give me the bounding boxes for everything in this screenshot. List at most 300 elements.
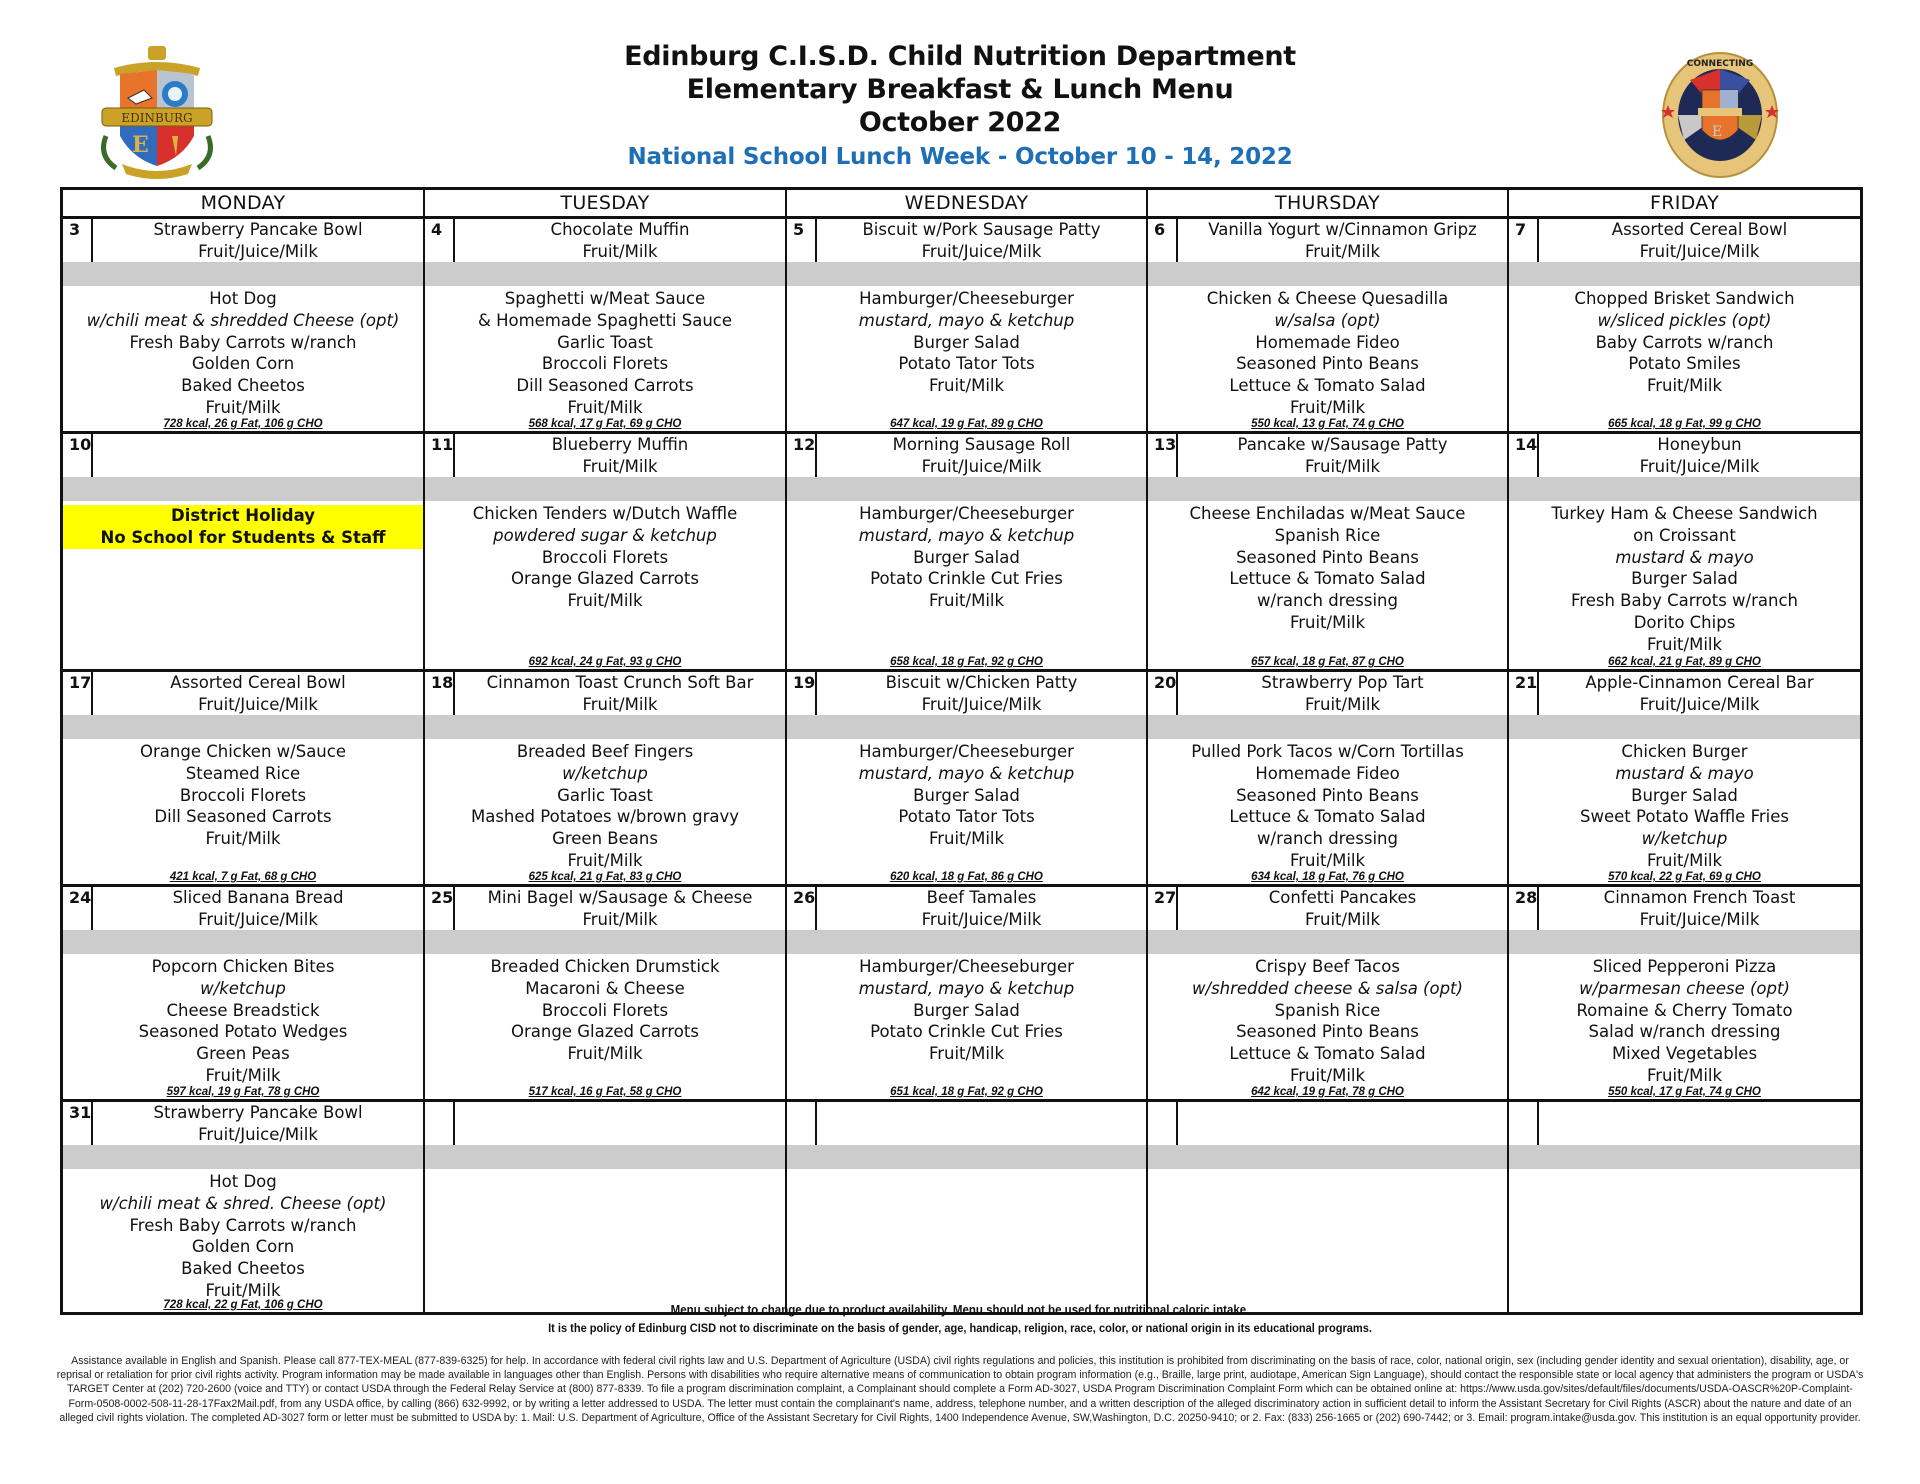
breakfast-section — [63, 887, 423, 930]
lunch-item: Burger Salad — [913, 1000, 1020, 1020]
day-cell — [1148, 1102, 1509, 1312]
lunch-entree: Turkey Ham & Cheese Sandwich — [1551, 504, 1818, 523]
day-cell — [63, 1102, 425, 1312]
date-number: 28 — [1509, 887, 1539, 930]
lunch-item: & Homemade Spaghetti Sauce — [477, 310, 733, 330]
lunch-item: Fruit/Milk — [1646, 850, 1723, 870]
lunch-item: w/ranch dressing — [1257, 591, 1398, 611]
lunch-item: w/ranch dressing — [1257, 829, 1398, 849]
lunch-item: Seasoned Pinto Beans — [1236, 547, 1419, 567]
lunch-item: Broccoli Florets — [541, 547, 669, 567]
week-row — [63, 219, 1860, 434]
breakfast-sides: Fruit/Juice/Milk — [1639, 694, 1760, 714]
day-cell — [425, 672, 787, 884]
date-number: 5 — [787, 219, 817, 262]
breakfast-section — [1148, 219, 1507, 262]
breakfast-items — [1178, 1102, 1507, 1145]
breakfast-items — [1539, 672, 1860, 715]
breakfast-section — [787, 672, 1146, 715]
lunch-item: Potato Tator Tots — [898, 807, 1035, 827]
weekday-wednesday: WEDNESDAY — [787, 190, 1148, 216]
meal-divider-band — [1509, 930, 1860, 954]
nutrition-info: 597 kcal, 19 g Fat, 78 g CHO — [166, 1086, 320, 1098]
breakfast-sides: Fruit/Juice/Milk — [198, 241, 318, 261]
breakfast-entree: Vanilla Yogurt w/Cinnamon Gripz — [1208, 220, 1477, 239]
lunch-condiments: mustard & mayo — [1615, 763, 1754, 783]
nutrition-info: 625 kcal, 21 g Fat, 83 g CHO — [528, 871, 682, 883]
date-number: 6 — [1148, 219, 1178, 262]
lunch-entree: Hot Dog — [209, 289, 277, 308]
lunch-entree: Pulled Pork Tacos w/Corn Tortillas — [1191, 742, 1464, 761]
lunch-entree: Hamburger/Cheeseburger — [859, 742, 1074, 761]
breakfast-sides: Fruit/Milk — [1304, 456, 1381, 476]
breakfast-entree: Blueberry Muffin — [551, 435, 689, 454]
lunch-item: Potato Crinkle Cut Fries — [870, 1022, 1063, 1042]
meal-divider-band — [1509, 1145, 1860, 1169]
lunch-item: Fruit/Milk — [205, 829, 281, 849]
nutrition-info: 692 kcal, 24 g Fat, 93 g CHO — [528, 656, 682, 668]
lunch-item: Cheese Breadstick — [166, 1000, 320, 1020]
lunch-section — [1509, 501, 1860, 669]
breakfast-items — [817, 887, 1146, 930]
breakfast-sides: Fruit/Juice/Milk — [198, 909, 318, 929]
breakfast-entree: Biscuit w/Chicken Patty — [885, 673, 1078, 692]
lunch-item: Dorito Chips — [1633, 612, 1736, 632]
menu-title: Elementary Breakfast & Lunch Menu — [686, 74, 1234, 105]
meal-divider-band — [425, 477, 785, 501]
breakfast-section — [425, 1102, 785, 1145]
date-number: 25 — [425, 887, 455, 930]
lunch-item: Fruit/Milk — [205, 1280, 281, 1300]
lunch-item: Fruit/Milk — [567, 591, 643, 611]
lunch-item: Fruit/Milk — [1646, 376, 1723, 396]
lunch-item: Burger Salad — [913, 785, 1020, 805]
lunch-item: Fruit/Milk — [567, 397, 643, 417]
lunch-item: Fruit/Milk — [567, 850, 643, 870]
week-row — [63, 1102, 1860, 1312]
breakfast-entree: Cinnamon French Toast — [1603, 888, 1796, 907]
day-cell — [63, 434, 425, 669]
date-number: 7 — [1509, 219, 1539, 262]
lunch-item: Broccoli Florets — [541, 354, 669, 374]
lunch-item: Fresh Baby Carrots w/ranch — [129, 1215, 357, 1235]
breakfast-items — [455, 672, 785, 715]
breakfast-items — [455, 887, 785, 930]
lunch-condiments: w/sliced pickles (opt) — [1597, 310, 1772, 330]
usda-legal-statement: Assistance available in English and Spanish. Please call 877-TEX-MEAL (877-839-6325) for help. In accordance with federal civil rights law and U.S. Department of Agriculture (USDA) civil rights regulations and policies, this institution is prohibited from discriminating on the basis of race, color, national origin, sex (including gender identity and sexual orientation), disability, age, or reprisal or retaliation for prior civil rights activity. Program information may be made available in languages other than English. Persons with disabilities who require alternative means of communication to obtain program information (e.g., Braille, large print, audiotape, American Sign Language), should contact the responsible state or local agency that administers the program or USDA's TARGET Center at (202) 720-2600 (voice and TTY) or contact USDA through the Federal Relay Service at (800) 877-8339. To file a program discrimination complaint, a Complainant should complete a Form AD-3027, USDA Program Discrimination Complaint Form which can be obtained online at: https://www.usda.gov/sites/default/files/documents/USDA-OASCR%20P-Complaint-Form-0508-0002-508-11-28-17Fax2Mail.pdf, from any USDA office, by calling (866) 632-9992, or by writing a letter addressed to USDA. The letter must contain the complainant's name, address, telephone number, and a written description of the alleged discriminatory action in sufficient detail to inform the Assistant Secretary for Civil Rights (ASCR) about the nature and date of an alleged civil rights violation. The completed AD-3027 form or letter must be submitted to USDA by: 1. Mail: U.S. Department of Agriculture, Office of the Assistant Secretary for Civil Rights, 1400 Independence Avenue, SW,Washington, D.C. 20250-9410; or 2. Fax: (833) 256-1665 or (202) 690-7442; or 3. Email: program.intake@usda.gov. This institution is an equal opportunity provider. — [56, 1355, 1864, 1424]
lunch-section — [1509, 954, 1860, 1099]
day-cell — [425, 887, 787, 1099]
breakfast-items — [1178, 219, 1507, 262]
nutrition-info: 658 kcal, 18 g Fat, 92 g CHO — [890, 656, 1043, 668]
date-number: 12 — [787, 434, 817, 477]
date-number: 3 — [63, 219, 93, 262]
nutrition-info: 620 kcal, 18 g Fat, 86 g CHO — [890, 871, 1043, 883]
lunch-item: Romaine & Cherry Tomato — [1576, 1000, 1793, 1020]
breakfast-entree: Beef Tamales — [926, 888, 1037, 907]
meal-divider-band — [787, 477, 1146, 501]
lunch-section — [787, 1169, 1146, 1312]
breakfast-sides: Fruit/Milk — [582, 909, 658, 929]
meal-divider-band — [1509, 262, 1860, 286]
lunch-section — [63, 1169, 423, 1312]
lunch-section — [425, 954, 785, 1099]
meal-divider-band — [63, 477, 423, 501]
nutrition-info: 642 kcal, 19 g Fat, 78 g CHO — [1251, 1086, 1404, 1098]
breakfast-section — [1148, 887, 1507, 930]
lunch-item: Burger Salad — [1631, 785, 1738, 805]
day-cell — [787, 219, 1148, 431]
breakfast-items — [817, 434, 1146, 477]
lunch-condiments: w/parmesan cheese (opt) — [1579, 978, 1790, 998]
day-cell — [1148, 434, 1509, 669]
lunch-item: Steamed Rice — [185, 763, 301, 783]
department-title: Edinburg C.I.S.D. Child Nutrition Department — [624, 41, 1296, 72]
lunch-item: Macaroni & Cheese — [525, 978, 685, 998]
breakfast-items — [455, 219, 785, 262]
lunch-item: Dill Seasoned Carrots — [516, 376, 694, 396]
breakfast-entree: Honeybun — [1657, 435, 1742, 454]
breakfast-section — [1509, 887, 1860, 930]
nondiscrimination-policy: It is the policy of Edinburg CISD not to discriminate on the basis of gender, age, handicap, religion, race, color, or national origin in its educational programs. — [548, 1321, 1372, 1335]
lunch-section — [425, 286, 785, 431]
breakfast-entree: Strawberry Pancake Bowl — [153, 1103, 363, 1122]
lunch-item: Fruit/Milk — [205, 1065, 281, 1085]
meal-divider-band — [1148, 1145, 1507, 1169]
breakfast-entree: Mini Bagel w/Sausage & Cheese — [487, 888, 753, 907]
breakfast-section — [787, 887, 1146, 930]
lunch-item: Baby Carrots w/ranch — [1595, 332, 1774, 352]
day-cell — [425, 1102, 787, 1312]
lunch-item: Fruit/Milk — [1289, 850, 1366, 870]
breakfast-entree: Assorted Cereal Bowl — [1611, 220, 1788, 239]
date-number: 17 — [63, 672, 93, 715]
lunch-item: Fruit/Milk — [928, 376, 1005, 396]
lunch-condiments: mustard, mayo & ketchup — [858, 310, 1075, 330]
meal-divider-band — [787, 930, 1146, 954]
breakfast-section — [425, 219, 785, 262]
lunch-item: Fruit/Milk — [928, 1044, 1005, 1064]
date-number: 4 — [425, 219, 455, 262]
day-cell — [1509, 672, 1860, 884]
meal-divider-band — [1509, 477, 1860, 501]
nutrition-info: 665 kcal, 18 g Fat, 99 g CHO — [1608, 418, 1761, 430]
date-number — [787, 1102, 817, 1145]
lunch-entree: Hot Dog — [209, 1172, 277, 1191]
holiday-detail: No School for Students & Staff — [100, 527, 386, 547]
date-number — [425, 1102, 455, 1145]
breakfast-items — [93, 219, 423, 262]
lunch-condiments: w/chili meat & shredded Cheese (opt) — [86, 310, 400, 330]
breakfast-entree — [1178, 1102, 1507, 1123]
meal-divider-band — [425, 262, 785, 286]
date-number: 13 — [1148, 434, 1178, 477]
breakfast-sides: Fruit/Juice/Milk — [1639, 909, 1760, 929]
lunch-section — [787, 501, 1146, 669]
meal-divider-band — [1148, 715, 1507, 739]
nutrition-info: 657 kcal, 18 g Fat, 87 g CHO — [1251, 656, 1404, 668]
breakfast-sides: Fruit/Juice/Milk — [1639, 241, 1760, 261]
breakfast-sides: Fruit/Juice/Milk — [921, 456, 1042, 476]
meal-divider-band — [787, 715, 1146, 739]
breakfast-sides: Fruit/Milk — [1304, 909, 1381, 929]
breakfast-section — [425, 672, 785, 715]
lunch-item: Seasoned Pinto Beans — [1236, 354, 1419, 374]
lunch-item: Garlic Toast — [557, 785, 653, 805]
day-cell — [425, 219, 787, 431]
day-cell — [787, 672, 1148, 884]
breakfast-entree: Chocolate Muffin — [550, 220, 690, 239]
weekday-monday: MONDAY — [63, 190, 425, 216]
lunch-section — [1148, 739, 1507, 884]
breakfast-entree: Strawberry Pop Tart — [1261, 673, 1424, 692]
breakfast-sides: Fruit/Milk — [582, 456, 658, 476]
svg-text:CONNECTING: CONNECTING — [1686, 59, 1754, 69]
meal-divider-band — [63, 715, 423, 739]
meal-divider-band — [425, 930, 785, 954]
connecting-seal-logo — [1660, 50, 1780, 180]
breakfast-items — [455, 434, 785, 477]
svg-text:E: E — [1712, 124, 1723, 140]
breakfast-section — [1509, 219, 1860, 262]
breakfast-items — [1539, 219, 1860, 262]
lunch-entree: Breaded Chicken Drumstick — [490, 957, 720, 976]
lunch-entree: Sliced Pepperoni Pizza — [1592, 957, 1777, 976]
lunch-section — [1148, 954, 1507, 1099]
breakfast-items — [817, 1102, 1146, 1145]
lunch-item: Fruit/Milk — [1289, 612, 1366, 632]
lunch-item: Lettuce & Tomato Salad — [1229, 1044, 1426, 1064]
breakfast-entree: Pancake w/Sausage Patty — [1237, 435, 1448, 454]
breakfast-sides: Fruit/Milk — [1304, 241, 1381, 261]
weekday-thursday: THURSDAY — [1148, 190, 1509, 216]
weekday-friday: FRIDAY — [1650, 192, 1719, 214]
lunch-item: Mixed Vegetables — [1611, 1044, 1758, 1064]
lunch-item: Fruit/Milk — [1289, 397, 1366, 417]
meal-divider-band — [1148, 930, 1507, 954]
day-cell — [1148, 887, 1509, 1099]
holiday-title: District Holiday — [171, 506, 315, 525]
nutrition-info: 728 kcal, 26 g Fat, 106 g CHO — [163, 418, 323, 430]
breakfast-items — [817, 672, 1146, 715]
breakfast-items — [93, 672, 423, 715]
lunch-item: Salad w/ranch dressing — [1588, 1022, 1781, 1042]
date-number — [1148, 1102, 1178, 1145]
breakfast-sides: Fruit/Milk — [582, 241, 658, 261]
day-cell — [1509, 887, 1860, 1099]
lunch-item: Burger Salad — [913, 332, 1020, 352]
breakfast-sides: Fruit/Juice/Milk — [921, 694, 1042, 714]
month-title: October 2022 — [858, 107, 1062, 138]
lunch-section — [787, 739, 1146, 884]
lunch-item: Golden Corn — [191, 1237, 295, 1257]
date-number: 19 — [787, 672, 817, 715]
lunch-item: Potato Tator Tots — [898, 354, 1035, 374]
lunch-condiments: w/salsa (opt) — [1274, 310, 1381, 330]
day-cell — [787, 434, 1148, 669]
breakfast-section — [1509, 1102, 1860, 1145]
lunch-item: Fruit/Milk — [928, 829, 1005, 849]
lunch-item: Seasoned Pinto Beans — [1236, 785, 1419, 805]
lunch-item: on Croissant — [1633, 525, 1736, 545]
lunch-item: Broccoli Florets — [179, 785, 307, 805]
lunch-item: Sweet Potato Waffle Fries — [1580, 807, 1789, 827]
lunch-item: Fruit/Milk — [205, 397, 281, 417]
breakfast-entree: Biscuit w/Pork Sausage Patty — [862, 220, 1101, 239]
nutrition-info: 568 kcal, 17 g Fat, 69 g CHO — [528, 418, 682, 430]
lunch-condiments: w/ketchup — [1641, 829, 1728, 849]
lunch-entree: Hamburger/Cheeseburger — [859, 957, 1074, 976]
lunch-item: Seasoned Potato Wedges — [138, 1022, 348, 1042]
lunch-condiments: w/ketchup — [200, 978, 286, 998]
lunch-condiments: powdered sugar & ketchup — [493, 525, 717, 545]
nutrition-info: 517 kcal, 16 g Fat, 58 g CHO — [528, 1086, 682, 1098]
lunch-week-banner: National School Lunch Week - October 10 - 14, 2022 — [627, 144, 1293, 170]
breakfast-section — [1509, 434, 1860, 477]
meal-divider-band — [63, 930, 423, 954]
lunch-section — [63, 286, 423, 431]
lunch-item: Potato Smiles — [1628, 354, 1741, 374]
breakfast-sides — [1539, 1123, 1860, 1144]
lunch-item: Fresh Baby Carrots w/ranch — [129, 332, 357, 352]
breakfast-items — [1539, 434, 1860, 477]
breakfast-sides: Fruit/Juice/Milk — [198, 1124, 318, 1144]
date-number: 26 — [787, 887, 817, 930]
week-row — [63, 887, 1860, 1102]
day-cell — [787, 887, 1148, 1099]
breakfast-section — [787, 219, 1146, 262]
lunch-item: Fruit/Milk — [928, 591, 1005, 611]
availability-disclaimer: Menu subject to change due to product availability. Menu should not be used for nutritional caloric intake. — [670, 1303, 1250, 1317]
lunch-section — [63, 501, 423, 669]
lunch-item: Baked Cheetos — [181, 376, 305, 396]
meal-divider-band — [787, 1145, 1146, 1169]
breakfast-entree: Apple-Cinnamon Cereal Bar — [1585, 673, 1814, 692]
lunch-condiments: mustard, mayo & ketchup — [858, 763, 1075, 783]
lunch-item: Burger Salad — [1631, 569, 1738, 589]
breakfast-sides — [455, 1123, 785, 1144]
nutrition-info: 550 kcal, 13 g Fat, 74 g CHO — [1251, 418, 1404, 430]
weekday-tuesday: TUESDAY — [425, 190, 787, 216]
lunch-section — [787, 286, 1146, 431]
breakfast-items — [93, 434, 423, 477]
weekday-header-row — [63, 190, 1860, 219]
date-number: 21 — [1509, 672, 1539, 715]
lunch-section — [1148, 286, 1507, 431]
lunch-item: Golden Corn — [191, 354, 295, 374]
breakfast-sides: Fruit/Juice/Milk — [198, 694, 318, 714]
meal-divider-band — [63, 1145, 423, 1169]
date-number: 14 — [1509, 434, 1539, 477]
nutrition-info: 570 kcal, 22 g Fat, 69 g CHO — [1608, 871, 1761, 883]
breakfast-entree: Morning Sausage Roll — [892, 435, 1071, 454]
day-cell — [1148, 219, 1509, 431]
week-row — [63, 672, 1860, 887]
nutrition-info: 634 kcal, 18 g Fat, 76 g CHO — [1251, 871, 1404, 883]
menu-header — [560, 40, 1360, 175]
day-cell — [1509, 1102, 1860, 1312]
nutrition-info: 421 kcal, 7 g Fat, 68 g CHO — [169, 871, 317, 883]
nutrition-info: 662 kcal, 21 g Fat, 89 g CHO — [1608, 656, 1761, 668]
lunch-entree: Chicken & Cheese Quesadilla — [1206, 289, 1449, 308]
breakfast-entree — [817, 1102, 1146, 1123]
breakfast-entree: Assorted Cereal Bowl — [170, 673, 346, 692]
breakfast-items — [1539, 1102, 1860, 1145]
svg-text:E: E — [132, 132, 149, 158]
nutrition-info: 651 kcal, 18 g Fat, 92 g CHO — [890, 1086, 1043, 1098]
meal-divider-band — [1509, 715, 1860, 739]
lunch-item: Burger Salad — [913, 547, 1020, 567]
breakfast-sides: Fruit/Juice/Milk — [921, 241, 1042, 261]
lunch-item: Broccoli Florets — [541, 1000, 669, 1020]
day-cell — [63, 219, 425, 431]
lunch-item: Mashed Potatoes w/brown gravy — [470, 807, 739, 827]
breakfast-section — [63, 1102, 423, 1145]
lunch-condiments: mustard, mayo & ketchup — [858, 978, 1075, 998]
edinburg-crest-logo — [92, 46, 222, 181]
lunch-entree: Chopped Brisket Sandwich — [1574, 289, 1795, 308]
lunch-item: Garlic Toast — [557, 332, 653, 352]
lunch-item: Orange Glazed Carrots — [511, 569, 699, 589]
breakfast-sides — [817, 1123, 1146, 1144]
meal-divider-band — [1148, 477, 1507, 501]
lunch-condiments: w/chili meat & shred. Cheese (opt) — [99, 1193, 387, 1213]
date-number — [1509, 1102, 1539, 1145]
holiday-notice — [63, 505, 423, 549]
weeks-container — [63, 219, 1860, 1312]
lunch-item: Lettuce & Tomato Salad — [1229, 376, 1426, 396]
lunch-entree: Crispy Beef Tacos — [1255, 957, 1400, 976]
lunch-section — [425, 1169, 785, 1312]
menu-calendar — [60, 187, 1863, 1315]
breakfast-items — [93, 1102, 423, 1145]
day-cell — [63, 887, 425, 1099]
breakfast-items — [1539, 887, 1860, 930]
breakfast-sides: Fruit/Juice/Milk — [921, 909, 1042, 929]
meal-divider-band — [787, 262, 1146, 286]
meal-divider-band — [425, 715, 785, 739]
breakfast-entree: Sliced Banana Bread — [172, 888, 344, 907]
breakfast-entree — [93, 434, 423, 455]
date-number: 10 — [63, 434, 93, 477]
lunch-item: Seasoned Pinto Beans — [1236, 1022, 1419, 1042]
lunch-item: Lettuce & Tomato Salad — [1229, 569, 1426, 589]
lunch-section — [1509, 286, 1860, 431]
lunch-item: Fruit/Milk — [1289, 1065, 1366, 1085]
breakfast-section — [63, 434, 423, 477]
meal-divider-band — [63, 262, 423, 286]
day-cell — [1148, 672, 1509, 884]
lunch-item: Spanish Rice — [1274, 525, 1381, 545]
week-row — [63, 434, 1860, 672]
lunch-item: Homemade Fideo — [1255, 332, 1400, 352]
breakfast-entree: Cinnamon Toast Crunch Soft Bar — [486, 673, 754, 692]
breakfast-sides: Fruit/Milk — [1304, 694, 1381, 714]
nutrition-info: 647 kcal, 19 g Fat, 89 g CHO — [890, 418, 1043, 430]
lunch-entree: Cheese Enchiladas w/Meat Sauce — [1189, 504, 1466, 523]
lunch-entree: Spaghetti w/Meat Sauce — [504, 289, 706, 308]
breakfast-entree — [1539, 1102, 1860, 1123]
breakfast-section — [1148, 672, 1507, 715]
lunch-section — [63, 954, 423, 1099]
date-number: 11 — [425, 434, 455, 477]
breakfast-section — [1148, 1102, 1507, 1145]
lunch-section — [63, 739, 423, 884]
date-number: 20 — [1148, 672, 1178, 715]
breakfast-items — [1178, 887, 1507, 930]
breakfast-section — [425, 434, 785, 477]
lunch-item: Fruit/Milk — [1646, 1065, 1723, 1085]
